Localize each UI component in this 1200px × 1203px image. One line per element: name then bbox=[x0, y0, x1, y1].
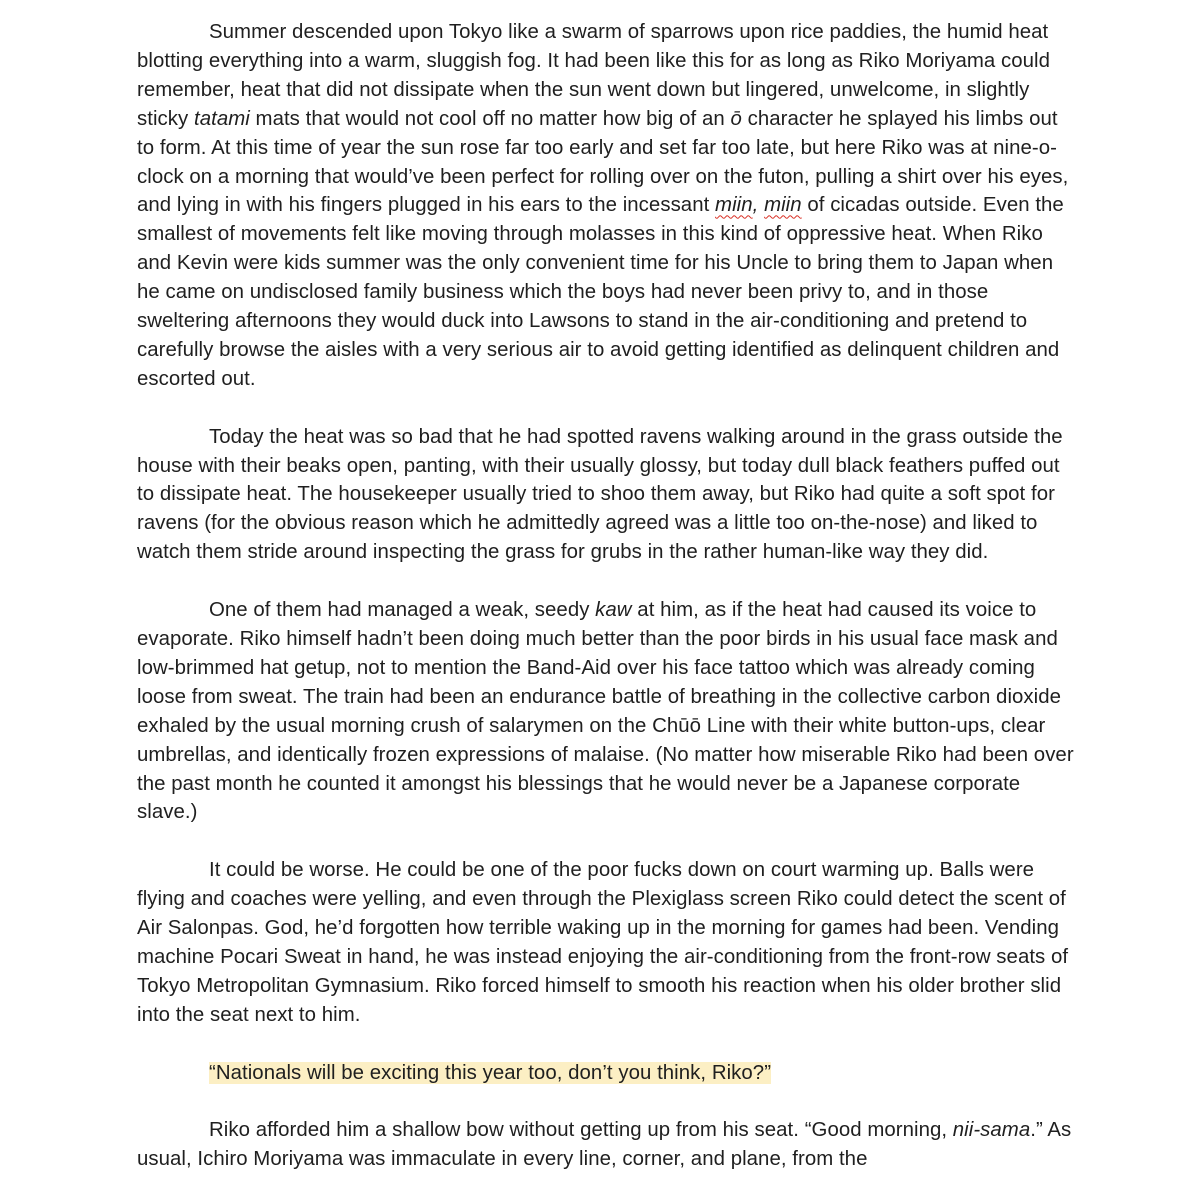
text-run: Riko afforded him a shallow bow without getting up from his seat. “Good morning, bbox=[209, 1119, 953, 1142]
spellcheck-word-miin[interactable]: miin bbox=[764, 194, 802, 217]
document-page bbox=[137, 18, 1077, 1203]
paragraph-train bbox=[137, 596, 1077, 827]
paragraph-bow bbox=[137, 1116, 1077, 1174]
text-run: at him, as if the heat had caused its voice to evaporate. Riko himself hadn’t been doing much better than the poor birds in his usual face mask and low-brimmed hat getup, not to mention the Band-Aid over his face tattoo which was already coming loose from sweat. The train had been an endurance battle of breathing in the collective carbon dioxide exhaled by the usual morning crush of salarymen on the Chūō Line with their white button-ups, clear umbrellas, and identically frozen expressions of malaise. (No matter how miserable Riko had been over the past month he counted it amongst his blessings that he would never be a Japanese corporate slave.) bbox=[137, 599, 1074, 824]
quote-line bbox=[137, 1059, 1077, 1088]
paragraph-gymnasium: It could be worse. He could be one of the poor fucks down on court warming up. Balls were flying and coaches were yelling, and even through the Plexiglass screen Riko could detect the scent of Air Salonpas. God, he’d forgotten how terrible waking up in the morning for games had been. Vending machine Pocari Sweat in hand, he was instead enjoying the air-conditioning from the front-row seats of Tokyo Metropolitan Gymnasium. Riko forced himself to smooth his reaction when his older brother slid into the seat next to him. bbox=[137, 859, 1069, 1026]
italic-word-tatami: tatami bbox=[194, 107, 250, 130]
italic-word-kaw: kaw bbox=[595, 599, 632, 622]
paragraph-ravens: Today the heat was so bad that he had spotted ravens walking around in the grass outside the house with their beaks open, panting, with their usually glossy, but today dull black feathers puffed out to dissipate heat. The housekeeper usually tried to shoo them away, but Riko had quite a soft spot for ravens (for the obvious reason which he admittedly agreed was a little too on-the-nose) and liked to watch them stride around inspecting the grass for grubs in the rather human-like way they did. bbox=[137, 425, 1063, 564]
italic-character-o: ō bbox=[730, 107, 742, 130]
text-run: of cicadas outside. Even the smallest of movements felt like moving through molasses in this kind of oppressive heat. When Riko and Kevin were kids summer was the only convenient time for his Uncle to bring them to Japan when he came on undisclosed family business which the boys had never been privy to, and in those sweltering afternoons they would duck into Lawsons to stand in the air-conditioning and pretend to carefully browse the aisles with a very serious air to avoid getting identified as delinquent children and escorted out. bbox=[137, 194, 1064, 390]
text-run: One of them had managed a weak, seedy bbox=[209, 599, 596, 622]
text-run: Summer descended upon Tokyo like a swarm of sparrows upon rice paddies, the humid heat blotting everything into a warm, sluggish fog. It had been like this for as long as Riko Moriyama could remember, heat that did not dissipate when the sun went down but lingered, unwelcome, in slightly sticky bbox=[137, 21, 1051, 130]
paragraph-summer bbox=[137, 18, 1077, 394]
spellcheck-word-miin[interactable]: miin bbox=[715, 194, 753, 217]
text-run: .” As usual, Ichiro Moriyama was immaculate in every line, corner, and plane, from the bbox=[137, 1119, 1072, 1171]
italic-word-nii-sama: nii-sama bbox=[952, 1119, 1031, 1142]
text-run: character he splayed his limbs out to form. At this time of year the sun rose far too early and set far too late, but here Riko was at nine-o-clock on a morning that would’ve been perfect for rolling over on the futon, pulling a shirt over his eyes, and lying in with his fingers plugged in his ears to the incessant bbox=[137, 107, 1069, 217]
highlighted-quote[interactable]: “Nationals will be exciting this year too, don’t you think, Riko?” bbox=[209, 1061, 772, 1084]
text-run: mats that would not cool off no matter how big of an bbox=[249, 107, 731, 130]
text-run: , bbox=[752, 194, 765, 217]
